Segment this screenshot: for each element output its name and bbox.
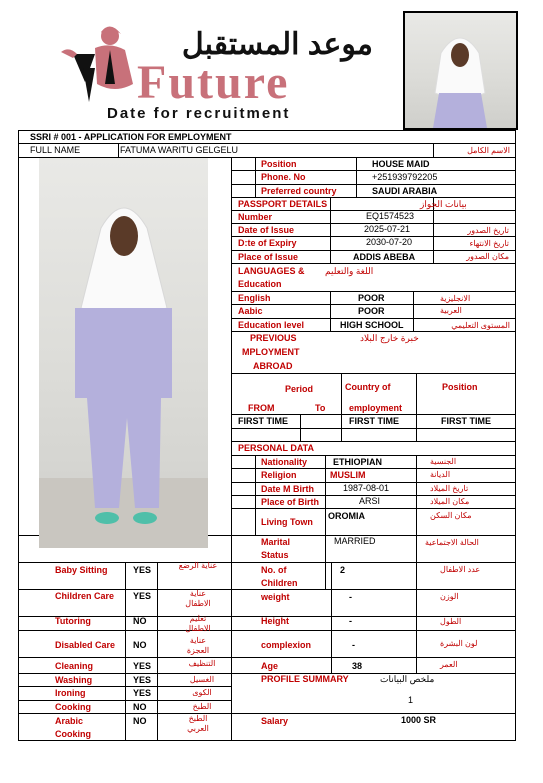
children-label-1: No. of [261, 565, 287, 575]
skill-cooking-value: NO [133, 702, 147, 712]
skill-cooking-arabic: الطبخ [192, 702, 212, 711]
age-label: Age [261, 661, 279, 671]
expiry-date-value: 2030-07-20 [366, 237, 413, 247]
weight-label: weight [261, 592, 290, 602]
company-logo [55, 14, 375, 124]
preferred-country-value: SAUDI ARABIA [372, 186, 438, 196]
profile-photo-small [403, 11, 518, 130]
birth-place-arabic: مكان الميلاد [430, 497, 470, 506]
person-standing-icon [39, 158, 208, 548]
arabic-language-arabic: العربية [440, 306, 462, 315]
logo-title: Future [137, 56, 290, 109]
religion-value: MUSLIM [330, 470, 366, 480]
english-value: POOR [358, 293, 385, 303]
skill-disabled-care-arabic: عناية العجزة [186, 636, 210, 655]
nationality-label: Nationality [261, 457, 308, 467]
skill-children-care-label: Children Care [55, 591, 115, 601]
salary-label: Salary [261, 716, 289, 726]
skill-arabic-cooking-arabic: الطبخ العربي [187, 714, 209, 733]
skill-baby-sitting-value: YES [133, 565, 152, 575]
skill-washing-value: YES [133, 675, 152, 685]
weight-value: - [349, 592, 352, 602]
phone-label: Phone. No [261, 172, 306, 182]
children-label-2: Children [261, 578, 298, 588]
skill-arabic-cooking-label-2: Cooking [55, 729, 91, 739]
birth-date-arabic: تاريخ الميلاد [430, 484, 469, 493]
birth-place-value: ARSI [359, 496, 381, 506]
preferred-country-label: Preferred country [261, 186, 337, 196]
logo-arabic-text: موعد المستقبل [181, 28, 373, 61]
birth-place-label: Place of Birth [261, 497, 320, 507]
english-arabic: الانجليزية [440, 294, 471, 303]
religion-label: Religion [261, 470, 297, 480]
salary-value: 1000 SR [401, 715, 437, 725]
issue-date-value: 2025-07-21 [364, 224, 411, 234]
birth-date-value: 1987-08-01 [343, 483, 390, 493]
country-employment-label-1: Country of [345, 382, 391, 392]
age-arabic: العمر [440, 660, 458, 669]
profile-summary-label: PROFILE SUMMARY [261, 674, 349, 684]
passport-number-value: EQ1574523 [366, 211, 415, 221]
profile-summary-arabic: ملخص البيانات [380, 674, 435, 684]
experience-title-2: MPLOYMENT [242, 347, 300, 357]
to-label: To [315, 403, 326, 413]
children-value: 2 [340, 565, 346, 575]
marital-status-label-2: Status [261, 550, 289, 560]
skill-cleaning-arabic: التنظيف [188, 659, 216, 668]
expiry-date-arabic: تاريخ الانتهاء [469, 239, 509, 248]
experience-position-label: Position [442, 382, 478, 392]
passport-number-label: Number [238, 212, 273, 222]
place-of-issue-label: Place of Issue [238, 252, 299, 262]
arabic-language-value: POOR [358, 306, 385, 316]
education-level-value: HIGH SCHOOL [340, 320, 404, 330]
skill-arabic-cooking-label-1: Arabic [55, 716, 84, 726]
skill-cooking-label: Cooking [55, 702, 91, 712]
skill-ironing-value: YES [133, 688, 152, 698]
experience-title-1: PREVIOUS [250, 333, 297, 343]
complexion-arabic: لون البشرة [440, 639, 478, 648]
skill-tutoring-label: Tutoring [55, 616, 91, 626]
religion-arabic: الديانة [430, 470, 451, 479]
profile-summary-value: 1 [408, 695, 414, 705]
children-arabic: عدد الاطفال [440, 565, 481, 574]
logo-subtitle: Date for recruitment [107, 105, 291, 122]
education-level-arabic: المستوى التعليمي [451, 321, 510, 330]
skill-disabled-care-label: Disabled Care [55, 640, 116, 650]
person-figure-icon [405, 13, 516, 128]
skill-washing-label: Washing [55, 675, 93, 685]
arabic-language-label: Aabic [238, 306, 263, 316]
logo-figure-icon [55, 24, 145, 104]
passport-title: PASSPORT DETAILS [238, 199, 328, 209]
weight-arabic: الوزن [440, 592, 459, 601]
full-name-arabic: الاسم الكامل [467, 146, 510, 155]
application-title: SSRI # 001 - APPLICATION FOR EMPLOYMENT [30, 132, 232, 142]
position-value: HOUSE MAID [372, 159, 430, 169]
first-time-2: FIRST TIME [349, 416, 399, 426]
height-value: - [349, 616, 352, 626]
full-name-value: FATUMA WARITU GELGELU [120, 145, 239, 155]
skill-tutoring-arabic: تعليم الاطفال [185, 614, 211, 633]
languages-title: LANGUAGES & [238, 266, 305, 276]
height-label: Height [261, 616, 289, 626]
age-value: 38 [352, 661, 363, 671]
english-label: English [238, 293, 271, 303]
skill-tutoring-value: NO [133, 616, 147, 626]
skill-ironing-arabic: الكوى [192, 688, 212, 697]
complexion-value: - [352, 640, 355, 650]
from-label: FROM [248, 403, 275, 413]
period-label: Period [285, 384, 314, 394]
skill-arabic-cooking-value: NO [133, 716, 147, 726]
experience-title-3: ABROAD [253, 361, 293, 371]
place-of-issue-value: ADDIS ABEBA [353, 252, 416, 262]
skill-baby-sitting-label: Baby Sitting [55, 565, 108, 575]
skill-children-care-value: YES [133, 591, 152, 601]
personal-data-title: PERSONAL DATA [238, 443, 315, 453]
profile-photo-full [39, 158, 208, 548]
skill-children-care-arabic: عناية الاطفال [185, 589, 211, 608]
living-town-arabic: مكان السكن [430, 511, 472, 520]
birth-date-label: Date M Birth [261, 484, 315, 494]
issue-date-label: Date of Issue [238, 225, 295, 235]
position-label: Position [261, 159, 297, 169]
issue-date-arabic: تاريخ الصدور [467, 226, 509, 235]
skill-disabled-care-value: NO [133, 640, 147, 650]
marital-status-value: MARRIED [334, 536, 376, 546]
complexion-label: complexion [261, 640, 312, 650]
skill-ironing-label: Ironing [55, 688, 86, 698]
education-title: Education [238, 279, 282, 289]
height-arabic: الطول [440, 617, 462, 626]
living-town-value: OROMIA [328, 511, 365, 521]
first-time-3: FIRST TIME [441, 416, 491, 426]
nationality-value: ETHIOPIAN [333, 457, 383, 467]
expiry-date-label: D:te of Expiry [238, 238, 297, 248]
skill-washing-arabic: الغسيل [189, 675, 215, 684]
full-name-label: FULL NAME [30, 145, 81, 155]
first-time-1: FIRST TIME [238, 416, 288, 426]
skill-baby-sitting-arabic: عناية الرضع [178, 561, 218, 570]
experience-title-arabic: خبرة خارج البلاد [360, 333, 419, 343]
place-of-issue-arabic: مكان الصدور [466, 252, 509, 261]
education-level-label: Education level [238, 320, 305, 330]
nationality-arabic: الجنسية [430, 457, 457, 466]
marital-status-arabic: الحالة الاجتماعية [425, 538, 479, 547]
skill-cleaning-label: Cleaning [55, 661, 94, 671]
passport-title-arabic: بيانات الجواز [420, 199, 467, 209]
country-employment-label-2: employment [349, 403, 403, 413]
marital-status-label-1: Marital [261, 537, 291, 547]
living-town-label: Living Town [261, 517, 313, 527]
skill-cleaning-value: YES [133, 661, 152, 671]
languages-title-arabic: اللغة والتعليم [325, 266, 374, 276]
phone-value: +251939792205 [372, 172, 438, 182]
